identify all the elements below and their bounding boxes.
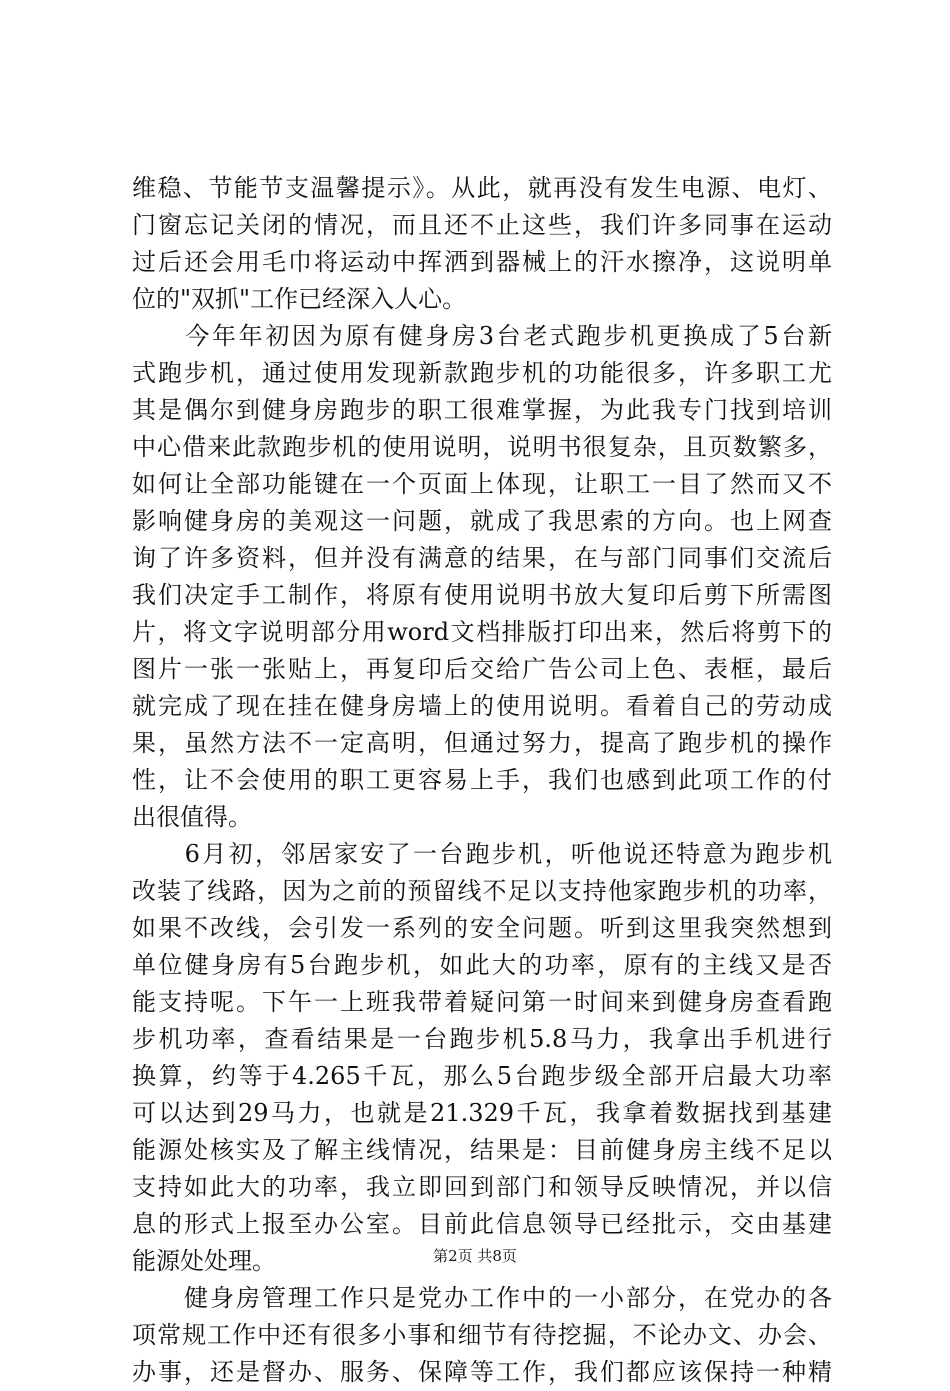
- text-line: 办事，还是督办、服务、保障等工作，我们都应该保持一种精: [132, 1358, 832, 1386]
- text-line: 息的形式上报至办公室。目前此信息领导已经批示，交由基建: [132, 1210, 832, 1238]
- text-line: 维稳、节能节支温馨提示》。从此，就再没有发生电源、电灯、: [132, 174, 832, 202]
- text-line: 片，将文字说明部分用word文档排版打印出来，然后将剪下的: [132, 618, 832, 646]
- text-line: 改装了线路，因为之前的预留线不足以支持他家跑步机的功率，: [132, 877, 832, 905]
- text-line: 过后还会用毛巾将运动中挥洒到器械上的汗水擦净，这说明单: [132, 248, 832, 276]
- text-line: 中心借来此款跑步机的使用说明，说明书很复杂，且页数繁多，: [132, 433, 832, 461]
- text-line: 6月初，邻居家安了一台跑步机，听他说还特意为跑步机: [132, 840, 832, 868]
- text-line: 影响健身房的美观这一问题，就成了我思索的方向。也上网查: [132, 507, 832, 535]
- text-line: 支持如此大的功率，我立即回到部门和领导反映情况，并以信: [132, 1173, 832, 1201]
- text-line: 果，虽然方法不一定高明，但通过努力，提高了跑步机的操作: [132, 729, 832, 757]
- text-line: 能源处核实及了解主线情况，结果是：目前健身房主线不足以: [132, 1136, 832, 1164]
- text-line: 如何让全部功能键在一个页面上体现，让职工一目了然而又不: [132, 470, 832, 498]
- text-line: 式跑步机，通过使用发现新款跑步机的功能很多，许多职工尤: [132, 359, 832, 387]
- text-line: 其是偶尔到健身房跑步的职工很难掌握，为此我专门找到培训: [132, 396, 832, 424]
- text-line: 步机功率，查看结果是一台跑步机5.8马力，我拿出手机进行: [132, 1025, 832, 1053]
- text-line: 就完成了现在挂在健身房墙上的使用说明。看着自己的劳动成: [132, 692, 832, 720]
- text-line: 能源处处理。: [132, 1247, 276, 1275]
- text-line: 门窗忘记关闭的情况，而且还不止这些，我们许多同事在运动: [132, 211, 832, 239]
- text-line: 位的"双抓"工作已经深入人心。: [132, 285, 467, 313]
- text-line: 项常规工作中还有很多小事和细节有待挖掘，不论办文、办会、: [132, 1321, 832, 1349]
- text-line: 健身房管理工作只是党办工作中的一小部分，在党办的各: [132, 1284, 832, 1312]
- text-line: 性，让不会使用的职工更容易上手，我们也感到此项工作的付: [132, 766, 832, 794]
- text-line: 出很值得。: [132, 803, 252, 831]
- text-line: 我们决定手工制作，将原有使用说明书放大复印后剪下所需图: [132, 581, 832, 609]
- page-number-label: 第2页 共8页: [433, 1247, 517, 1265]
- text-line: 询了许多资料，但并没有满意的结果，在与部门同事们交流后: [132, 544, 832, 572]
- text-line: 如果不改线，会引发一系列的安全问题。听到这里我突然想到: [132, 914, 832, 942]
- text-line: 单位健身房有5台跑步机，如此大的功率，原有的主线又是否: [132, 951, 832, 979]
- text-line: 图片一张一张贴上，再复印后交给广告公司上色、表框，最后: [132, 655, 832, 683]
- text-line: 换算，约等于4.265千瓦，那么5台跑步级全部开启最大功率: [132, 1062, 832, 1090]
- text-line: 能支持呢。下午一上班我带着疑问第一时间来到健身房查看跑: [132, 988, 832, 1016]
- page-footer: [0, 1246, 950, 1266]
- body-text: [132, 170, 832, 1391]
- text-line: 今年年初因为原有健身房3台老式跑步机更换成了5台新: [132, 322, 832, 350]
- text-line: 可以达到29马力，也就是21.329千瓦，我拿着数据找到基建: [132, 1099, 832, 1127]
